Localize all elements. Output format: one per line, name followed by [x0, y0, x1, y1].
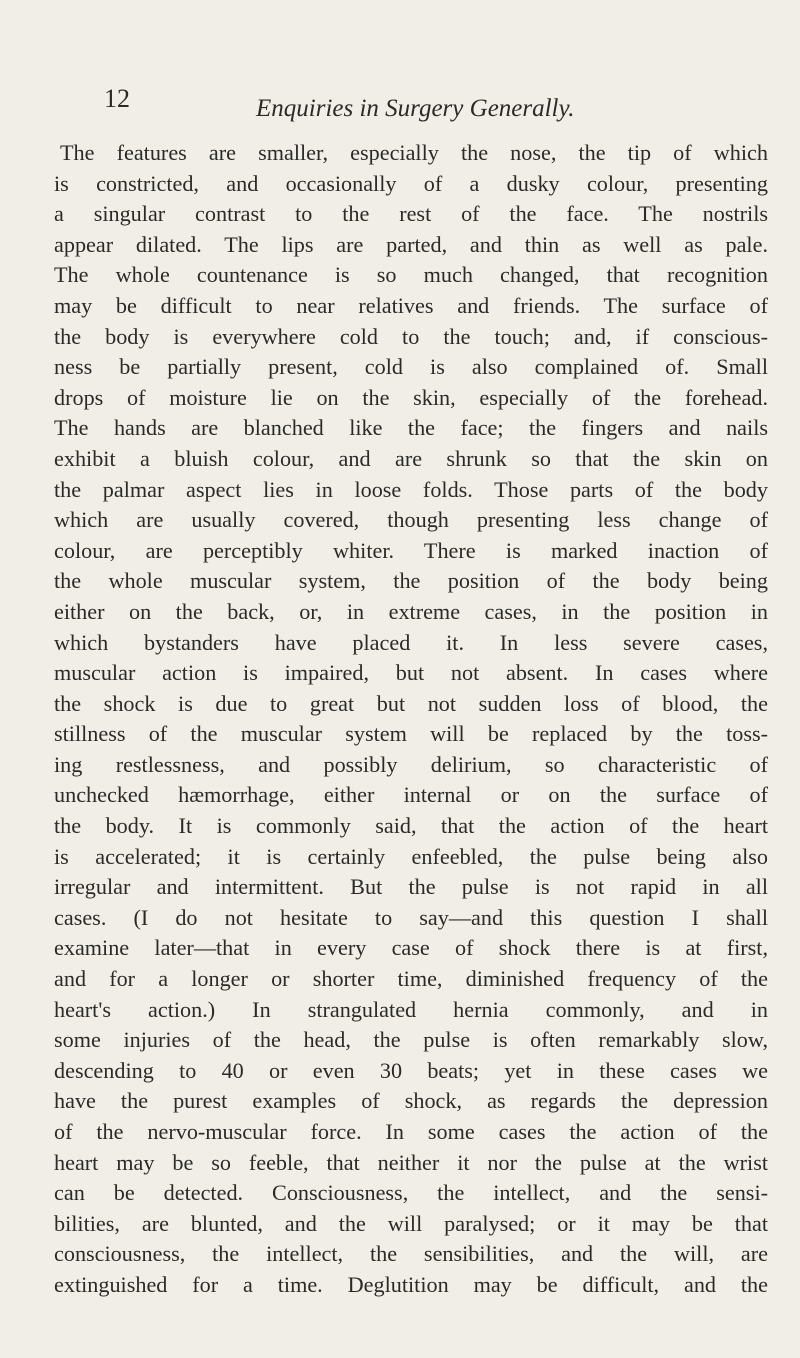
- text-line: stillness of the muscular system will be replaced by the toss-: [54, 721, 768, 747]
- text-line: heart's action.) In strangulated hernia commonly, and in: [54, 996, 768, 1022]
- text-line: colour, are perceptibly whiter. There is marked inaction of: [54, 537, 768, 563]
- text-line: may be difficult to near relatives and friends. The surface of: [54, 292, 768, 318]
- text-line: the body. It is commonly said, that the action of the heart: [54, 813, 768, 839]
- text-line: The whole countenance is so much changed, that recognition: [54, 262, 768, 288]
- text-line: can be detected. Consciousness, the intellect, and the sensi-: [54, 1180, 768, 1206]
- text-line: exhibit a bluish colour, and are shrunk so that the skin on: [54, 445, 768, 471]
- text-line: extinguished for a time. Deglutition may be difficult, and the: [54, 1271, 768, 1297]
- text-line: of the nervo-muscular force. In some cases the action of the: [54, 1119, 768, 1144]
- text-line: the whole muscular system, the position of the body being: [54, 568, 768, 594]
- text-line: drops of moisture lie on the skin, especially of the forehead.: [54, 384, 768, 410]
- body-paragraph: [54, 138, 768, 1301]
- text-line: and for a longer or shorter time, diminished frequency of the: [54, 966, 768, 992]
- page-number: 12: [104, 84, 130, 113]
- text-line: descending to 40 or even 30 beats; yet in these cases we: [54, 1057, 768, 1083]
- text-line: some injuries of the head, the pulse is often remarkably slow,: [54, 1027, 768, 1053]
- text-line: muscular action is impaired, but not absent. In cases where: [54, 660, 768, 686]
- text-line: either on the back, or, in extreme cases, in the position in: [54, 598, 768, 624]
- text-line: unchecked hæmorrhage, either internal or on the surface of: [54, 782, 768, 808]
- text-line: appear dilated. The lips are parted, and thin as well as pale.: [54, 231, 768, 257]
- text-line: The features are smaller, especially the nose, the tip of which: [60, 140, 768, 165]
- text-line: The hands are blanched like the face; the fingers and nails: [54, 415, 768, 441]
- text-line: bilities, are blunted, and the will paralysed; or it may be that: [54, 1210, 768, 1236]
- text-line: the body is everywhere cold to the touch; and, if conscious-: [54, 323, 768, 349]
- text-line: which are usually covered, though presenting less change of: [54, 507, 768, 533]
- text-line: a singular contrast to the rest of the face. The nostrils: [54, 201, 768, 227]
- text-line: cases. (I do not hesitate to say—and this question I shall: [54, 904, 768, 930]
- text-line: is constricted, and occasionally of a dusky colour, presenting: [54, 170, 768, 196]
- page-header: [104, 86, 704, 126]
- text-line: is accelerated; it is certainly enfeebled, the pulse being also: [54, 843, 768, 869]
- text-line: the shock is due to great but not sudden loss of blood, the: [54, 690, 768, 716]
- text-line: the palmar aspect lies in loose folds. Those parts of the body: [54, 476, 768, 502]
- running-title: Enquiries in Surgery Generally.: [256, 95, 575, 122]
- text-line: have the purest examples of shock, as regards the depression: [54, 1088, 768, 1114]
- text-line: which bystanders have placed it. In less severe cases,: [54, 629, 768, 655]
- text-line: ness be partially present, cold is also complained of. Small: [54, 354, 768, 380]
- text-line: examine later—that in every case of shock there is at first,: [54, 935, 768, 961]
- text-line: ing restlessness, and possibly delirium, so characteristic of: [54, 751, 768, 777]
- text-line: irregular and intermittent. But the pulse is not rapid in all: [54, 874, 768, 900]
- text-line: heart may be so feeble, that neither it nor the pulse at the wrist: [54, 1149, 768, 1175]
- text-line: consciousness, the intellect, the sensibilities, and the will, are: [54, 1241, 768, 1267]
